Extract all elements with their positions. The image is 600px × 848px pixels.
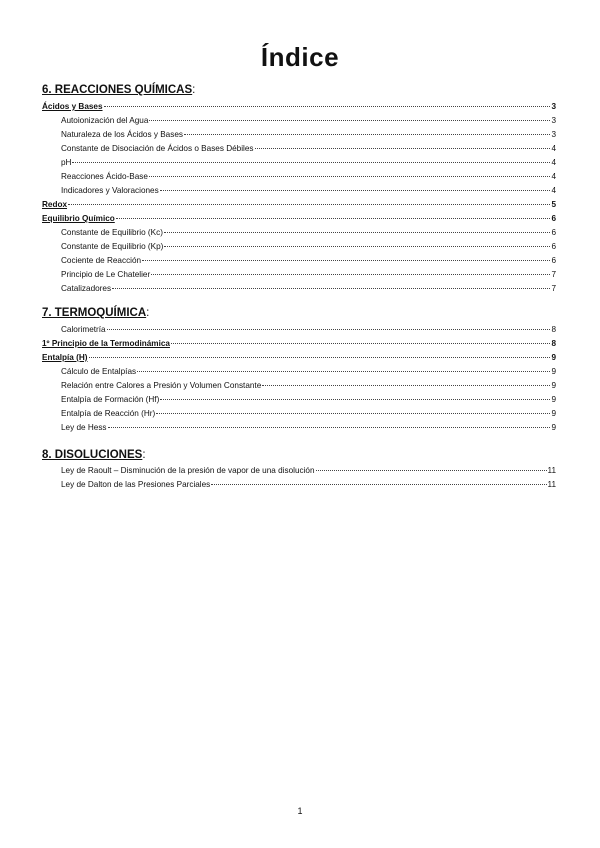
toc-entry-label: Naturaleza de los Ácidos y Bases bbox=[61, 130, 183, 139]
toc-dot-leader bbox=[164, 246, 550, 247]
toc-entry-page: 5 bbox=[551, 200, 556, 209]
toc-entry-page: 8 bbox=[551, 339, 556, 348]
toc-entry[interactable] bbox=[61, 143, 556, 155]
toc-entry-label: Catalizadores bbox=[61, 284, 112, 293]
toc-dot-leader bbox=[72, 162, 550, 163]
section-heading-text: 6. REACCIONES QUÍMICAS bbox=[42, 84, 193, 96]
toc-entry-page: 3 bbox=[551, 130, 556, 139]
toc-dot-leader bbox=[164, 232, 550, 233]
toc-entry-label: Relación entre Calores a Presión y Volumen Constante bbox=[61, 381, 262, 390]
toc-entry-label: Calorimetría bbox=[61, 325, 106, 334]
toc-dot-leader bbox=[116, 218, 551, 219]
section-heading bbox=[42, 307, 149, 319]
toc-dot-leader bbox=[255, 148, 551, 149]
toc-entry[interactable] bbox=[61, 241, 556, 253]
toc-entry-page: 8 bbox=[551, 325, 556, 334]
toc-entry-label: 1º Principio de la Termodinámica bbox=[42, 339, 170, 348]
toc-entry-page: 9 bbox=[551, 381, 556, 390]
toc-entry[interactable] bbox=[42, 352, 556, 364]
toc-entry-page: 9 bbox=[551, 409, 556, 418]
toc-entry-label: Entalpía de Formación (Hf) bbox=[61, 395, 160, 404]
toc-entry-label: Indicadores y Valoraciones bbox=[61, 186, 159, 195]
toc-entry-label: Cálculo de Entalpías bbox=[61, 367, 137, 376]
toc-entry[interactable] bbox=[61, 380, 556, 392]
toc-entry[interactable] bbox=[42, 213, 556, 225]
toc-entry-page: 6 bbox=[551, 228, 556, 237]
toc-entry[interactable] bbox=[61, 408, 556, 420]
toc-entry[interactable] bbox=[61, 157, 556, 169]
section-heading bbox=[42, 449, 146, 461]
toc-entry[interactable] bbox=[61, 115, 556, 127]
toc-entry-page: 4 bbox=[551, 144, 556, 153]
section-heading-colon: : bbox=[146, 307, 150, 319]
toc-dot-leader bbox=[171, 343, 550, 344]
toc-dot-leader bbox=[108, 427, 551, 428]
toc-entry[interactable] bbox=[61, 171, 556, 183]
toc-dot-leader bbox=[112, 288, 550, 289]
toc-entry-label: Constante de Equilibrio (Kc) bbox=[61, 228, 163, 237]
toc-entry[interactable] bbox=[61, 422, 556, 434]
toc-entry[interactable] bbox=[42, 338, 556, 350]
toc-dot-leader bbox=[151, 274, 550, 275]
toc-entry[interactable] bbox=[42, 199, 556, 211]
toc-entry-label: Principio de Le Chatelier bbox=[61, 270, 151, 279]
toc-dot-leader bbox=[316, 470, 547, 471]
toc-dot-leader bbox=[156, 413, 550, 414]
section-heading-text: 7. TERMOQUÍMICA bbox=[42, 307, 147, 319]
section-heading-colon: : bbox=[192, 84, 196, 96]
toc-dot-leader bbox=[68, 204, 550, 205]
toc-entry-label: Constante de Equilibrio (Kp) bbox=[61, 242, 164, 251]
toc-entry[interactable] bbox=[61, 185, 556, 197]
toc-entry[interactable] bbox=[61, 465, 556, 477]
page-title: Índice bbox=[260, 42, 340, 72]
page-number: 1 bbox=[297, 806, 303, 816]
toc-entry[interactable] bbox=[61, 255, 556, 267]
section-heading bbox=[42, 84, 195, 96]
toc-entry-page: 11 bbox=[547, 466, 556, 475]
toc-entry[interactable] bbox=[61, 129, 556, 141]
toc-entry[interactable] bbox=[61, 479, 556, 491]
toc-dot-leader bbox=[160, 190, 551, 191]
toc-entry-page: 3 bbox=[551, 102, 556, 111]
toc-entry[interactable] bbox=[61, 269, 556, 281]
toc-entry[interactable] bbox=[61, 324, 556, 336]
toc-entry-label: Entalpía (H) bbox=[42, 353, 88, 362]
section-heading-text: 8. DISOLUCIONES bbox=[42, 449, 143, 461]
toc-entry[interactable] bbox=[61, 227, 556, 239]
toc-entry-label: pH bbox=[61, 158, 72, 167]
toc-entry-label: Entalpía de Reacción (Hr) bbox=[61, 409, 156, 418]
toc-dot-leader bbox=[211, 484, 546, 485]
toc-entry-page: 9 bbox=[551, 367, 556, 376]
toc-dot-leader bbox=[107, 329, 551, 330]
toc-entry[interactable] bbox=[42, 101, 556, 113]
toc-entry-page: 4 bbox=[551, 186, 556, 195]
toc-entry-page: 3 bbox=[551, 116, 556, 125]
toc-dot-leader bbox=[142, 260, 550, 261]
toc-entry-label: Equilibrio Químico bbox=[42, 214, 115, 223]
toc-entry-label: Constante de Disociación de Ácidos o Bases Débiles bbox=[61, 144, 254, 153]
toc-entry-page: 9 bbox=[551, 353, 556, 362]
toc-dot-leader bbox=[89, 357, 551, 358]
toc-entry-page: 9 bbox=[551, 423, 556, 432]
toc-entry-label: Autoionización del Agua bbox=[61, 116, 149, 125]
toc-entry-page: 6 bbox=[551, 256, 556, 265]
toc-entry-page: 7 bbox=[551, 284, 556, 293]
toc-dot-leader bbox=[104, 106, 551, 107]
toc-entry-label: Ácidos y Bases bbox=[42, 102, 103, 111]
section-heading-colon: : bbox=[142, 449, 146, 461]
toc-entry-label: Redox bbox=[42, 200, 68, 209]
toc-entry-label: Reacciones Ácido-Base bbox=[61, 172, 148, 181]
toc-dot-leader bbox=[149, 176, 551, 177]
toc-entry-page: 6 bbox=[551, 214, 556, 223]
toc-dot-leader bbox=[160, 399, 550, 400]
toc-entry-page: 6 bbox=[551, 242, 556, 251]
toc-entry-label: Ley de Raoult – Disminución de la presión de vapor de una disolución bbox=[61, 466, 315, 475]
toc-dot-leader bbox=[149, 120, 550, 121]
toc-entry-page: 4 bbox=[551, 172, 556, 181]
toc-dot-leader bbox=[137, 371, 550, 372]
toc-entry-page: 7 bbox=[551, 270, 556, 279]
toc-entry[interactable] bbox=[61, 394, 556, 406]
toc-dot-leader bbox=[262, 385, 550, 386]
toc-entry[interactable] bbox=[61, 366, 556, 378]
toc-entry-page: 9 bbox=[551, 395, 556, 404]
toc-entry-label: Ley de Dalton de las Presiones Parciales bbox=[61, 480, 211, 489]
toc-entry-label: Cociente de Reacción bbox=[61, 256, 142, 265]
toc-entry[interactable] bbox=[61, 283, 556, 295]
toc-dot-leader bbox=[184, 134, 550, 135]
toc-entry-page: 11 bbox=[547, 480, 556, 489]
toc-entry-label: Ley de Hess bbox=[61, 423, 107, 432]
toc-entry-page: 4 bbox=[551, 158, 556, 167]
